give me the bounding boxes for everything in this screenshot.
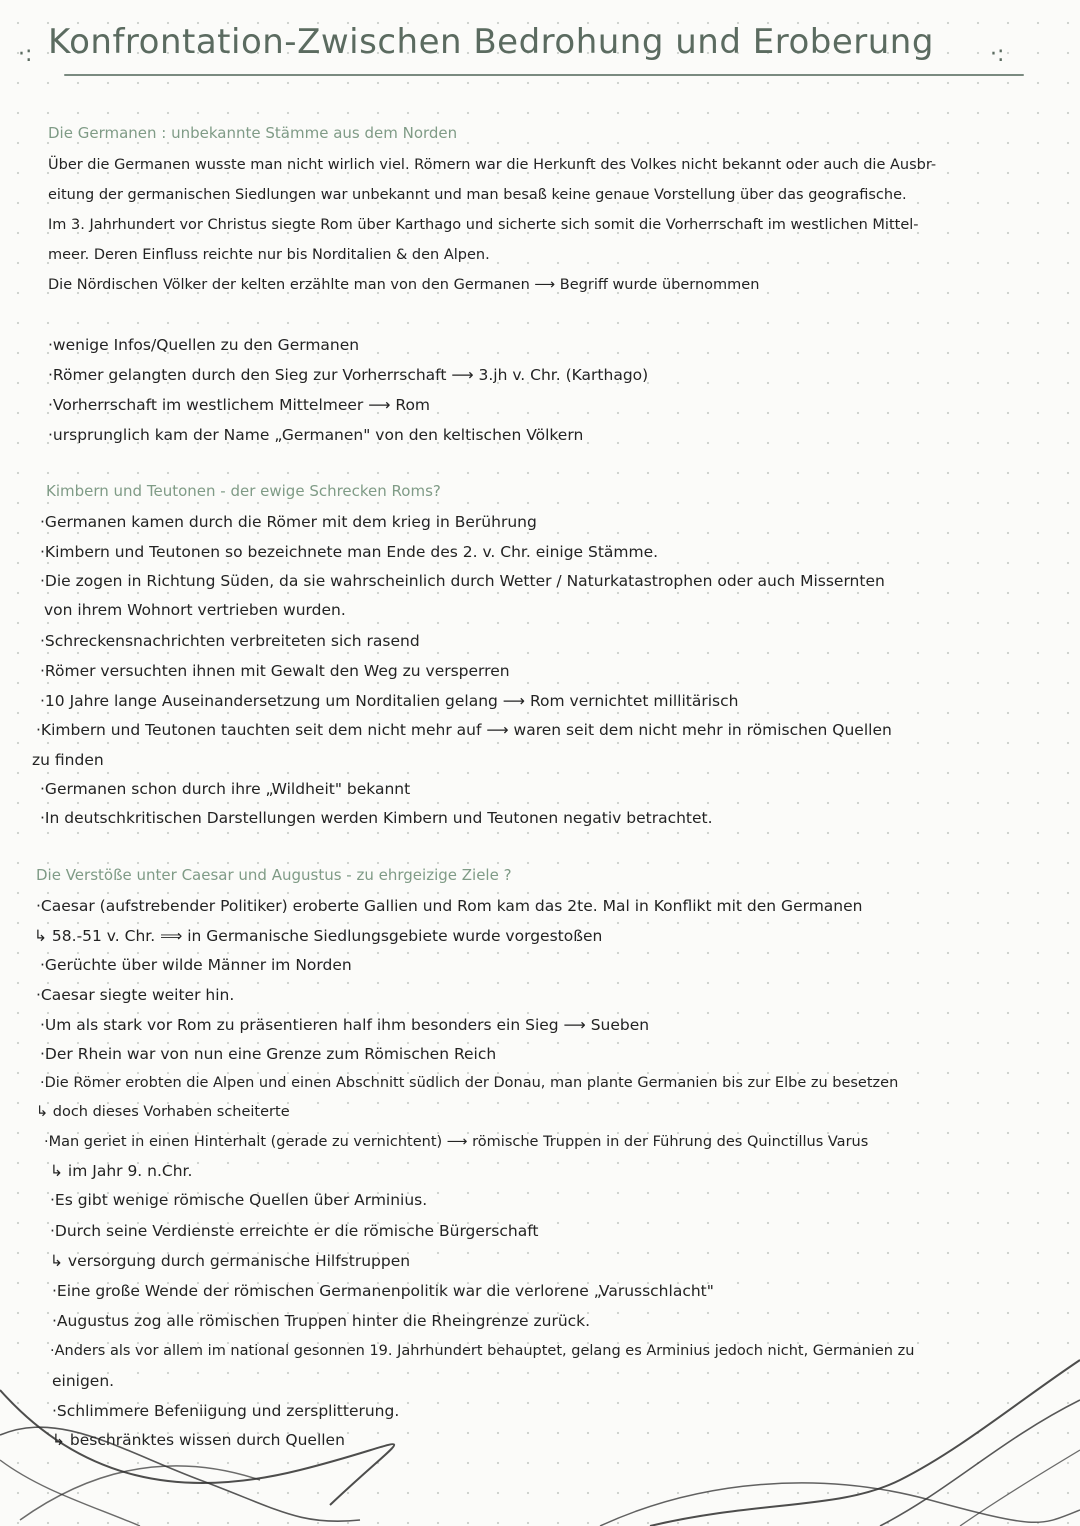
bullet-line: ·Schlimmere Befeniigung und zersplitterung. [52, 1402, 400, 1420]
wave-line [0, 1390, 394, 1505]
wave-line [650, 1360, 1080, 1526]
wave-line [20, 1466, 260, 1520]
bullet-line: ·Um als stark vor Rom zu präsentieren half ihm besonders ein Sieg ⟶ Sueben [40, 1016, 650, 1034]
bullet-line: ·Vorherrschaft im westlichem Mittelmeer ⟶ Rom [48, 396, 431, 414]
sub-line: ↳ 58.-51 v. Chr. ⟹ in Germanische Siedlungsgebiete wurde vorgestoßen [34, 927, 603, 945]
section-heading: Die Verstöße unter Caesar und Augustus - zu ehrgeizige Ziele ? [36, 866, 512, 884]
section-heading: Kimbern und Teutonen - der ewige Schrecken Roms? [46, 482, 441, 500]
sub-line: ↳ im Jahr 9. n.Chr. [50, 1162, 193, 1180]
bullet-line: ·ursprunglich kam der Name „Germanen" von den keltischen Völkern [48, 426, 584, 444]
bullet-line: ·Man geriet in einen Hinterhalt (gerade zu vernichtent) ⟶ römische Truppen in der Führung des Quinctillus Varus [44, 1134, 869, 1150]
title-row [18, 18, 1058, 78]
sub-line: ↳ doch dieses Vorhaben scheiterte [36, 1104, 290, 1120]
section-heading: Die Germanen : unbekannte Stämme aus dem Norden [48, 124, 458, 142]
bullet-line: ·Schreckensnachrichten verbreiteten sich rasend [40, 632, 420, 650]
sub-line: ↳ versorgung durch germanische Hilfstruppen [50, 1252, 411, 1270]
bullet-line: ·Die zogen in Richtung Süden, da sie wahrscheinlich durch Wetter / Naturkatastrophen oder auch Missernten [40, 572, 885, 590]
bullet-line: ·Es gibt wenige römische Quellen über Arminius. [50, 1191, 428, 1209]
decorative-dots-right: ·: [990, 42, 1005, 67]
page-title: Konfrontation-Zwischen Bedrohung und Eroberung [48, 22, 934, 62]
bullet-line: ·Der Rhein war von nun eine Grenze zum Römischen Reich [40, 1045, 497, 1063]
text-line: von ihrem Wohnort vertrieben wurden. [44, 601, 346, 619]
bullet-line: ·wenige Infos/Quellen zu den Germanen [48, 336, 360, 354]
bullet-line: ·Anders als vor allem im national gesonnen 19. Jahrhundert behauptet, gelang es Arminius jedoch nicht, Germanien zu [50, 1343, 915, 1359]
bullet-line: ·10 Jahre lange Auseinandersetzung um Norditalien gelang ⟶ Rom vernichtet millitärisch [40, 692, 739, 710]
text-line: Die Nördischen Völker der kelten erzählte man von den Germanen ⟶ Begriff wurde übernommen [48, 277, 760, 293]
wave-line [600, 1483, 1080, 1526]
wave-line [0, 1427, 360, 1521]
bullet-line: ·In deutschkritischen Darstellungen werden Kimbern und Teutonen negativ betrachtet. [40, 809, 713, 827]
bullet-line: ·Römer versuchten ihnen mit Gewalt den Weg zu versperren [40, 662, 510, 680]
bullet-line: ·Römer gelangten durch den Sieg zur Vorherrschaft ⟶ 3.jh v. Chr. (Karthago) [48, 366, 649, 384]
bullet-line: ·Kimbern und Teutonen so bezeichnete man Ende des 2. v. Chr. einige Stämme. [40, 543, 659, 561]
text-line: meer. Deren Einfluss reichte nur bis Norditalien & den Alpen. [48, 247, 490, 263]
bullet-line: ·Durch seine Verdienste erreichte er die römische Bürgerschaft [50, 1222, 539, 1240]
bullet-line: ·Augustus zog alle römischen Truppen hinter die Rheingrenze zurück. [52, 1312, 591, 1330]
bullet-line: ·Die Römer erobten die Alpen und einen Abschnitt südlich der Donau, man plante Germanien bis zur Elbe zu besetzen [40, 1075, 899, 1091]
text-line: Im 3. Jahrhundert vor Christus siegte Rom über Karthago und sicherte sich somit die Vorherrschaft im westlichen Mittel- [48, 217, 919, 233]
bullet-line: ·Caesar (aufstrebender Politiker) eroberte Gallien und Rom kam das 2te. Mal in Konflikt mit den Germanen [36, 897, 863, 915]
wave-line [960, 1450, 1080, 1526]
text-line: eitung der germanischen Siedlungen war unbekannt und man besaß keine genaue Vorstellung über das geografische. [48, 187, 907, 203]
decorative-waves [0, 1330, 1080, 1526]
bullet-line: ·Germanen kamen durch die Römer mit dem krieg in Berührung [40, 513, 537, 531]
bullet-line: ·Gerüchte über wilde Männer im Norden [40, 956, 352, 974]
text-line: Über die Germanen wusste man nicht wirlich viel. Römern war die Herkunft des Volkes nicht bekannt oder auch die Ausbr- [48, 157, 937, 173]
title-underline [64, 74, 1024, 76]
text-line: zu finden [32, 751, 104, 769]
bullet-line: ·Caesar siegte weiter hin. [36, 986, 235, 1004]
decorative-dots-left: ·: [18, 42, 33, 67]
sub-line: ↳ beschränktes wissen durch Quellen [52, 1431, 345, 1449]
bullet-line: ·Kimbern und Teutonen tauchten seit dem nicht mehr auf ⟶ waren seit dem nicht mehr in römischen Quellen [36, 721, 892, 739]
text-line: einigen. [52, 1372, 115, 1390]
bullet-line: ·Germanen schon durch ihre „Wildheit" bekannt [40, 780, 411, 798]
wave-line [880, 1400, 1080, 1526]
bullet-line: ·Eine große Wende der römischen Germanenpolitik war die verlorene „Varusschlacht" [52, 1282, 714, 1300]
